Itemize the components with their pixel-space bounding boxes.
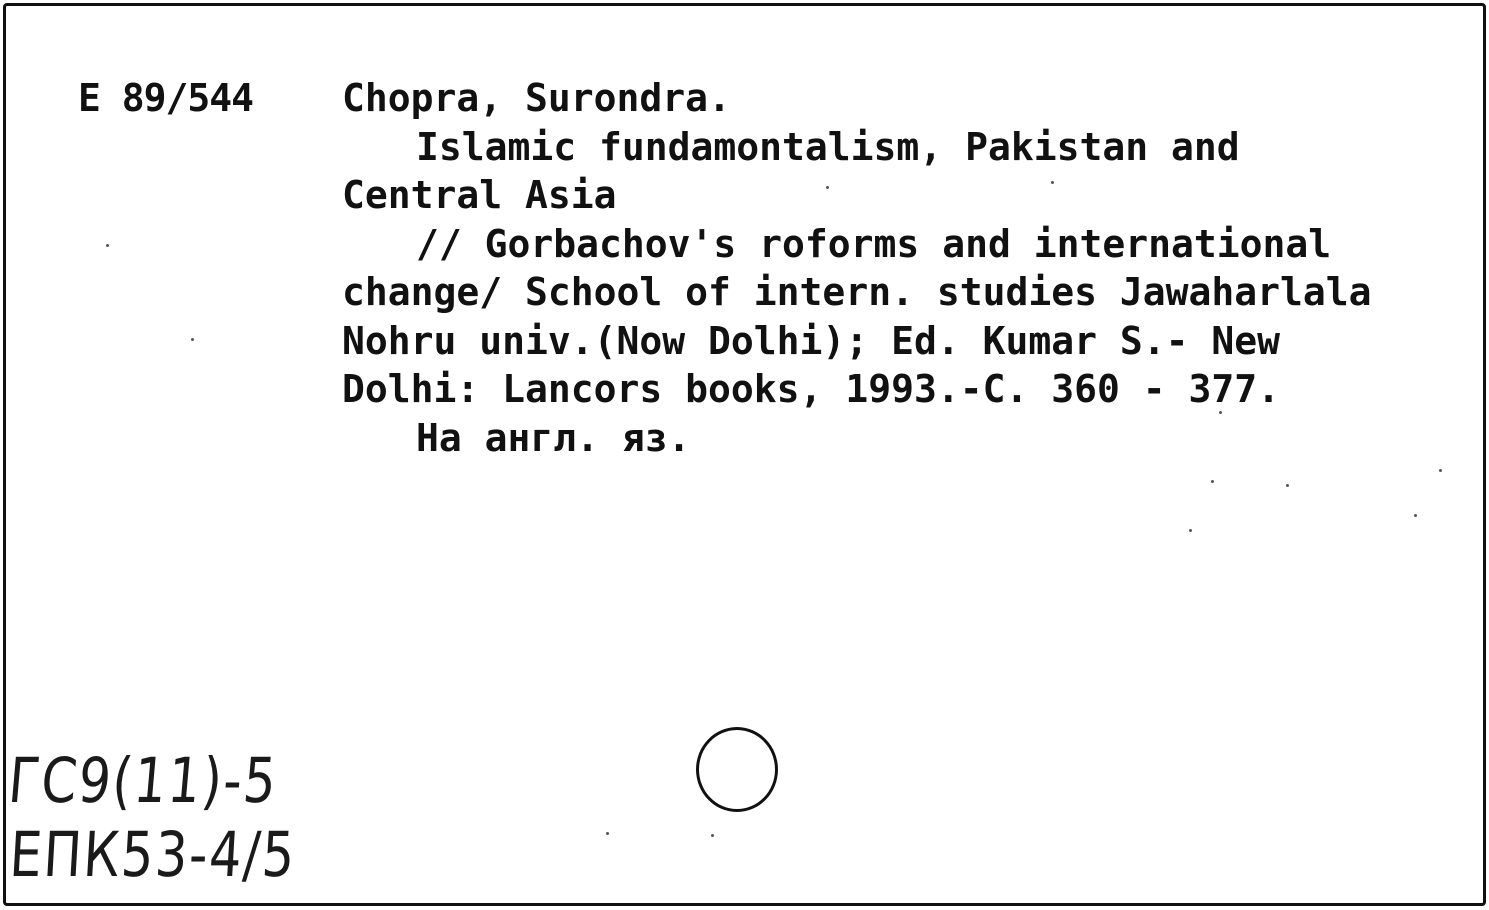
source-line-1: // Gorbachov's roforms and international (416, 221, 1332, 266)
source-line-2: change/ School of intern. studies Jawaharlala (342, 270, 1372, 314)
scan-speck (106, 244, 109, 247)
scan-speck (1211, 480, 1214, 483)
handwritten-classification: ГС9(11)-5 (5, 744, 281, 817)
source-line-3: Nohru univ.(Now Dolhi); Ed. Kumar S.- New (342, 318, 1280, 363)
scan-speck (1439, 469, 1442, 472)
scan-speck (711, 834, 714, 837)
title-line-1 (342, 123, 1416, 172)
handwritten-shelf-mark: ЕПК53-4/5 (7, 818, 299, 891)
call-number: Е 89/544 (78, 76, 254, 120)
bibliographic-entry (342, 74, 1416, 462)
scan-speck (1414, 514, 1417, 517)
author-line: Chopra, Surondra. (342, 76, 731, 120)
scan-speck (826, 186, 829, 189)
catalog-card (3, 3, 1486, 906)
title-line-2: Central Asia (342, 173, 617, 217)
scan-speck (606, 832, 609, 835)
scan-speck (191, 338, 194, 341)
scan-speck (1189, 529, 1192, 532)
scan-speck (1219, 411, 1222, 414)
scan-speck (1286, 484, 1289, 487)
language-note: На англ. яз. (416, 415, 691, 460)
punch-hole (696, 727, 778, 812)
scan-speck (1051, 181, 1054, 184)
title-line-1-text: Islamic fundamontalism, Pakistan and (416, 124, 1240, 169)
imprint-line: Dolhi: Lancors books, 1993.-C. 360 - 377. (342, 367, 1280, 411)
